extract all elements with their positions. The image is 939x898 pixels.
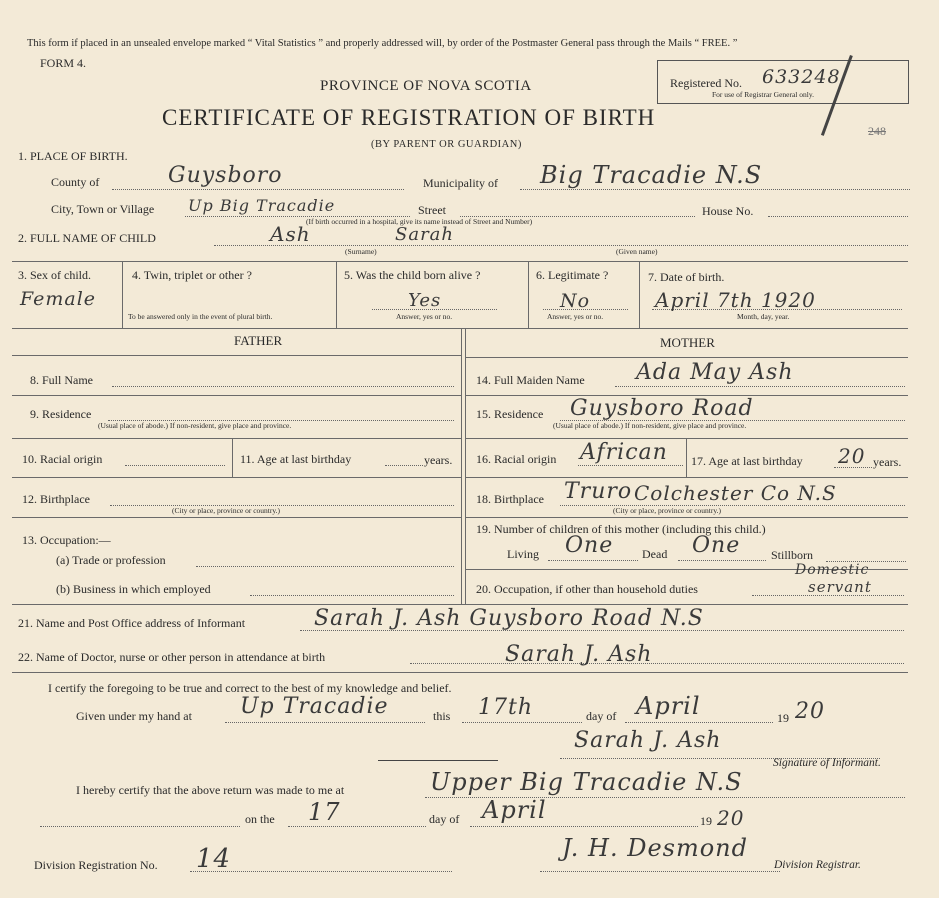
father-age-label: 11. Age at last birthday: [240, 452, 352, 466]
mother-racial-line: [578, 465, 683, 466]
father-age-line: [385, 465, 423, 466]
mother-residence-note: (Usual place of abode.) If non-resident, give place and province.: [553, 421, 747, 430]
municipality-line: [520, 189, 910, 190]
father-name-line: [112, 386, 454, 387]
return-day-line: [288, 826, 426, 827]
given-day-line: [462, 722, 582, 723]
dob-value: April 7th 1920: [655, 288, 816, 312]
mother-heading: MOTHER: [660, 335, 715, 350]
father-racial-line: [125, 465, 225, 466]
parents-divider: [461, 328, 462, 604]
legit-label: 6. Legitimate ?: [536, 268, 609, 282]
row-divider: [465, 517, 908, 518]
given-month-line: [625, 722, 773, 723]
father-birthplace-label: 12. Birthplace: [22, 492, 90, 506]
alive-note: Answer, yes or no.: [396, 312, 453, 321]
mother-racial-label: 16. Racial origin: [476, 452, 557, 466]
given-label: Given under my hand at: [76, 709, 192, 723]
given-month-value: April: [636, 692, 701, 720]
sex-value: Female: [20, 288, 97, 310]
legit-note: Answer, yes or no.: [547, 312, 604, 321]
father-business-line: [250, 595, 454, 596]
mother-years: years.: [873, 455, 902, 469]
mother-birthplace-note: (City or place, province or country.): [613, 506, 722, 515]
return-day-value: 17: [308, 798, 341, 826]
corner-mark: 248: [868, 124, 886, 138]
mother-birthplace-county: Colchester Co N.S: [634, 481, 837, 505]
hospital-note: (If birth occurred in a hospital, give its name instead of Street and Number): [306, 217, 533, 226]
registrar-signature: J. H. Desmond: [562, 834, 748, 862]
dead-line: [678, 560, 766, 561]
father-business-label: (b) Business in which employed: [56, 582, 211, 596]
mother-children-label: 19. Number of children of this mother (including this child.): [476, 522, 766, 536]
registrar-signature-line: [540, 871, 780, 872]
twin-note: To be answered only in the event of plural birth.: [128, 312, 273, 321]
row-divider: [12, 395, 461, 396]
father-trade-line: [196, 566, 454, 567]
father-years: years.: [424, 453, 453, 467]
mother-occupation-value-2: servant: [808, 578, 872, 596]
mother-racial-value: African: [580, 440, 668, 465]
mother-name-line: [615, 386, 905, 387]
house-label: House No.: [702, 204, 754, 218]
mother-name-value: Ada May Ash: [636, 360, 794, 385]
return-month-line: [470, 826, 698, 827]
column-divider: [639, 261, 640, 328]
alive-label: 5. Was the child born alive ?: [344, 268, 481, 282]
mother-birthplace-value: Truro: [564, 479, 633, 504]
registrar-caption: Division Registrar.: [774, 859, 861, 871]
row-divider: [12, 328, 908, 329]
certify-text: I certify the foregoing to be true and correct to the best of my knowledge and belief.: [48, 681, 452, 695]
mother-birthplace-label: 18. Birthplace: [476, 492, 544, 506]
given-caption: (Given name): [616, 247, 658, 256]
return-text: I hereby certify that the above return was made to me at: [76, 783, 345, 797]
surname-caption: (Surname): [345, 247, 377, 256]
column-divider: [122, 261, 123, 328]
this-label: this: [433, 709, 451, 723]
mother-occupation-label: 20. Occupation, if other than household duties: [476, 582, 698, 596]
mother-residence-label: 15. Residence: [476, 407, 544, 421]
father-heading: FATHER: [234, 333, 283, 348]
living-label: Living: [507, 547, 539, 561]
place-of-birth-label: 1. PLACE OF BIRTH.: [18, 149, 128, 163]
certificate-subtitle: (BY PARENT OR GUARDIAN): [371, 139, 522, 150]
living-line: [548, 560, 638, 561]
separator-rule: [378, 760, 498, 761]
row-divider: [12, 672, 908, 673]
certificate-title: CERTIFICATE OF REGISTRATION OF BIRTH: [162, 105, 656, 130]
on-the-label: on the: [245, 812, 275, 826]
informant-label: 21. Name and Post Office address of Informant: [18, 616, 246, 630]
father-residence-label: 9. Residence: [30, 407, 92, 421]
informant-value: Sarah J. Ash Guysboro Road N.S: [314, 606, 704, 631]
return-blank-line: [40, 826, 240, 827]
registrar-note: For use of Registrar General only.: [712, 90, 814, 99]
house-line: [768, 216, 908, 217]
division-value: 14: [196, 844, 232, 874]
city-label: City, Town or Village: [51, 202, 155, 216]
row-divider: [12, 477, 461, 478]
parents-divider: [465, 328, 466, 604]
form-number: FORM 4.: [40, 56, 87, 70]
mother-name-label: 14. Full Maiden Name: [476, 373, 585, 387]
given-day-value: 17th: [478, 695, 534, 720]
row-divider: [12, 604, 908, 605]
county-label: County of: [51, 175, 100, 189]
father-birthplace-note: (City or place, province or country.): [172, 506, 281, 515]
mother-occupation-value-1: Domestic: [795, 562, 870, 578]
legit-value: No: [560, 290, 591, 312]
mother-age-label: 17. Age at last birthday: [691, 454, 803, 468]
row-divider: [465, 357, 908, 358]
province-heading: PROVINCE OF NOVA SCOTIA: [320, 78, 532, 94]
given-place-line: [225, 722, 425, 723]
municipality-value: Big Tracadie N.S: [540, 161, 763, 189]
column-divider: [686, 438, 687, 477]
given-day-of-label: day of: [586, 709, 617, 723]
child-name-line: [214, 245, 908, 246]
mail-notice: This form if placed in an unsealed envelope marked “ Vital Statistics ” and properly addressed will, by order of the Postmaster General pass through the Mails “ FREE. ”: [27, 38, 738, 49]
dob-note: Month, day, year.: [737, 312, 790, 321]
given-year-suffix: 20: [795, 699, 825, 724]
street-label: Street: [418, 203, 446, 217]
row-divider: [465, 477, 908, 478]
row-divider: [12, 261, 908, 262]
child-name-label: 2. FULL NAME OF CHILD: [18, 231, 156, 245]
father-racial-label: 10. Racial origin: [22, 452, 103, 466]
return-month-value: April: [482, 796, 547, 824]
mother-birthplace-line: [560, 505, 905, 506]
mother-residence-value: Guysboro Road: [570, 396, 754, 421]
stillborn-label: Stillborn: [771, 548, 814, 562]
dob-label: 7. Date of birth.: [648, 270, 725, 284]
father-residence-note: (Usual place of abode.) If non-resident, give place and province.: [98, 421, 292, 430]
registered-number: 633248: [762, 66, 841, 88]
given-place-value: Up Tracadie: [240, 694, 389, 719]
dead-label: Dead: [642, 547, 668, 561]
county-line: [112, 189, 404, 190]
father-birthplace-line: [110, 505, 454, 506]
child-surname-value: Ash: [270, 222, 311, 246]
city-value: Up Big Tracadie: [188, 196, 336, 215]
alive-value: Yes: [408, 290, 442, 311]
father-trade-label: (a) Trade or profession: [56, 553, 166, 567]
child-given-value: Sarah: [395, 224, 454, 245]
signature-caption: Signature of Informant.: [773, 757, 881, 769]
doctor-line: [410, 663, 904, 664]
informant-signature: Sarah J. Ash: [574, 728, 722, 753]
division-label: Division Registration No.: [34, 858, 158, 872]
sex-label: 3. Sex of child.: [18, 268, 91, 282]
given-year-prefix: 19: [777, 711, 789, 725]
registered-label: Registered No.: [670, 76, 742, 90]
column-divider: [336, 261, 337, 328]
return-year-prefix: 19: [700, 814, 712, 828]
return-place-value: Upper Big Tracadie N.S: [430, 768, 743, 796]
doctor-label: 22. Name of Doctor, nurse or other person in attendance at birth: [18, 650, 326, 664]
father-name-label: 8. Full Name: [30, 373, 93, 387]
dead-value: One: [692, 533, 741, 558]
mother-age-value: 20: [838, 444, 866, 468]
return-year-suffix: 20: [717, 806, 745, 830]
father-occupation-label: 13. Occupation:—: [22, 533, 111, 547]
column-divider: [528, 261, 529, 328]
return-day-of-label: day of: [429, 812, 460, 826]
row-divider: [12, 355, 461, 356]
municipality-label: Municipality of: [423, 176, 498, 190]
county-value: Guysboro: [168, 163, 283, 188]
column-divider: [232, 438, 233, 477]
row-divider: [12, 517, 461, 518]
row-divider: [12, 438, 461, 439]
doctor-value: Sarah J. Ash: [505, 642, 653, 667]
living-value: One: [565, 533, 614, 558]
twin-label: 4. Twin, triplet or other ?: [132, 268, 252, 282]
